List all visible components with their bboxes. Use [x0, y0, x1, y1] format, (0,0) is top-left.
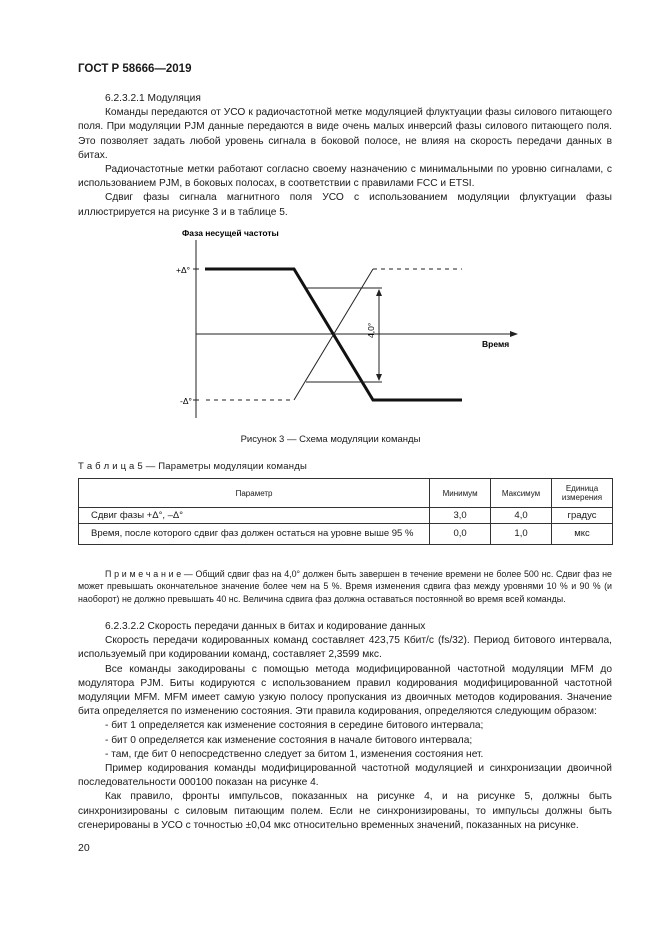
x-axis-arrow [510, 331, 518, 337]
table-cell: 3,0 [430, 508, 491, 524]
table-cell: мкс [552, 524, 613, 545]
span-arrow-down [376, 374, 382, 381]
figure-caption: Рисунок 3 — Схема модуляции команды [240, 434, 421, 445]
list-item: - там, где бит 0 непосредственно следует за битом 1, изменения состояния нет. [105, 748, 484, 760]
page-number: 20 [78, 842, 90, 854]
paragraph: Скорость передачи кодированных команд составляет 423,75 Кбит/с (fs/32). Период битового интервала, используемый при кодировании команд, составляет 2,3599 мкс. [78, 635, 612, 661]
column-header: Параметр [79, 479, 430, 508]
parameters-table [78, 478, 613, 545]
table-cell: 0,0 [430, 524, 491, 545]
table-note: П р и м е ч а н и е — Общий сдвиг фаз на 4,0° должен быть завершен в течение времени не более 500 нс. Сдвиг фаз не может превышать окончательное значение более чем на 5 %. Время изменения сдвига фаз между уровнями 10 % и 90 % (и наоборот) не должно превышать 40 нс. Величина сдвига фаз должна оставаться постоянной во время всей команды. [78, 569, 612, 604]
column-header: Максимум [491, 479, 552, 508]
paragraph: Команды передаются от УСО к радиочастотной метке модуляцией флуктуации фазы силового питающего поля. При модуляции PJM данные передаются в виде очень малых инверсий фазы силового питающего поля. Это позволяет задать любой уровень сигнала в боковой полосе, не влияя на скорость передачи данных в битах. [78, 107, 612, 161]
table-cell: 1,0 [491, 524, 552, 545]
column-header: Единица измерения [552, 479, 613, 508]
section-2-block [78, 620, 612, 833]
table-cell: 4,0 [491, 508, 552, 524]
paragraph: Сдвиг фазы сигнала магнитного поля УСО с использованием модуляции флуктуации фазы иллюстрируется на рисунке 3 и в таблице 5. [78, 192, 612, 218]
table-row [79, 524, 613, 545]
y-axis-label: Фаза несущей частоты [182, 228, 279, 238]
paragraph: Радиочастотные метки работают согласно своему назначению с минимальными по уровню сигналами, с использованием PJM, в боковых полосах, в соответствии с правилами FCC и ETSI. [78, 164, 612, 190]
paragraph: Как правило, фронты импульсов, показанных на рисунке 4, и на рисунке 5, должны быть синхронизированы с силовым питающим полем. Если не синхронизированы, то импульсы должны быть сгенерированы в УСО с точностью ±0,04 мкс относительно временных значений, показанных на рисунке. [78, 791, 612, 831]
table-cell: Время, после которого сдвиг фаз должен остаться на уровне выше 95 % [79, 524, 430, 545]
section-heading: 6.2.3.2.2 Скорость передачи данных в битах и кодирование данных [105, 621, 426, 632]
table-title: Т а б л и ц а 5 — Параметры модуляции команды [78, 461, 307, 472]
list-item: - бит 0 определяется как изменение состояния в начале битового интервала; [105, 734, 473, 746]
minus-delta-label: -Δ° [180, 396, 192, 406]
paragraph: Пример кодирования команды модифицированной частотной модуляцией и синхронизации двоичной последовательности 000100 показан на рисунке 4. [78, 763, 612, 789]
list-item: - бит 1 определяется как изменение состояния в середине битового интервала; [105, 720, 484, 732]
section-heading: 6.2.3.2.1 Модуляция [105, 93, 201, 104]
table-cell: Сдвиг фазы +Δ°, –Δ° [79, 508, 430, 524]
plus-delta-label: +Δ° [176, 265, 191, 275]
table-header-row [79, 479, 613, 508]
table-cell: градус [552, 508, 613, 524]
column-header: Минимум [430, 479, 491, 508]
table-row [79, 508, 613, 524]
paragraph: Все команды закодированы с помощью метода модифицированной частотной модуляции MFM до модулятора PJM. Биты кодируются с использованием правил кодирования модифицированной частотной модуляции MFM. MFM имеет самую узкую полосу пропускания из двоичных методов кодирования. Значение бита определяется по изменению состояния. Эти правила кодирования, определяются следующим образом: [78, 663, 612, 718]
x-axis-label: Время [482, 339, 510, 349]
document-header: ГОСТ Р 58666—2019 [78, 63, 192, 75]
span-label: 4,0° [366, 322, 376, 338]
span-arrow-up [376, 289, 382, 296]
